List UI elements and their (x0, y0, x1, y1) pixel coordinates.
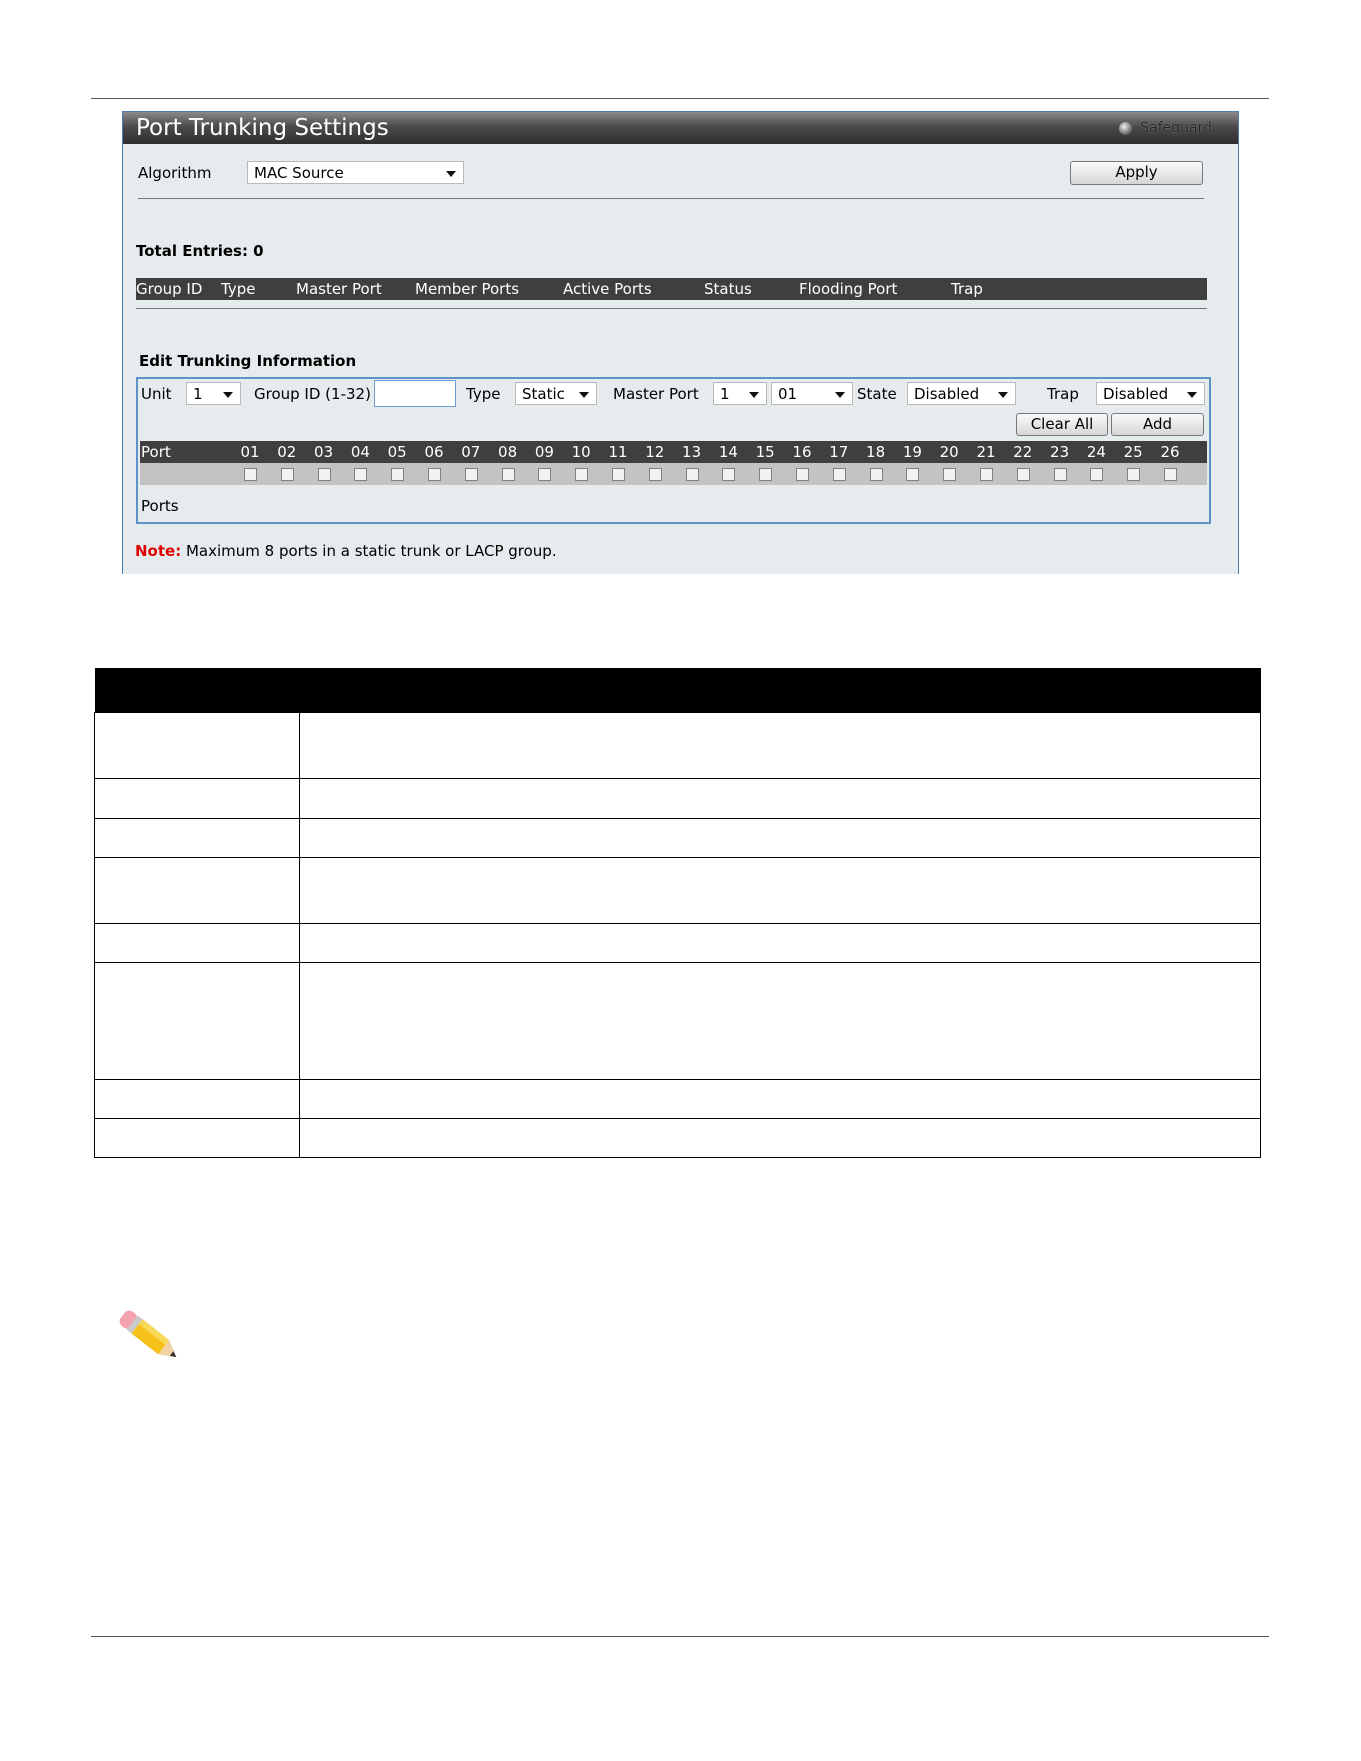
col-master-port: Master Port (296, 280, 382, 298)
table-cell (300, 963, 1261, 1080)
clear-all-button[interactable]: Clear All (1016, 413, 1108, 436)
note-text: Maximum 8 ports in a static trunk or LACP group. (181, 542, 557, 560)
note-prefix: Note: (135, 542, 182, 560)
port-checkbox-05[interactable] (391, 468, 404, 481)
master-port-label: Master Port (613, 385, 699, 403)
master-port-unit-value: 1 (720, 385, 730, 403)
port-number-label: 25 (1123, 443, 1143, 461)
table-cell (300, 1119, 1261, 1158)
panel-title: Port Trunking Settings (136, 115, 389, 141)
top-rule (91, 98, 1269, 99)
trap-select[interactable] (1096, 382, 1205, 405)
port-number-label: 10 (571, 443, 591, 461)
col-trap: Trap (951, 280, 983, 298)
table-cell (95, 1080, 300, 1119)
col-flooding-port: Flooding Port (799, 280, 898, 298)
port-checkbox-19[interactable] (906, 468, 919, 481)
total-entries: Total Entries: 0 (136, 242, 264, 260)
state-select[interactable] (907, 382, 1016, 405)
port-checkbox-13[interactable] (686, 468, 699, 481)
port-number-label: 04 (350, 443, 370, 461)
table-cell (95, 713, 300, 779)
edit-trunking-title: Edit Trunking Information (139, 352, 357, 370)
port-number-label: 01 (240, 443, 260, 461)
port-number-label: 12 (645, 443, 665, 461)
type-select[interactable] (515, 382, 597, 405)
master-port-unit-select[interactable] (713, 382, 767, 405)
table-cell (95, 819, 300, 858)
dropdown-caret-icon (579, 392, 589, 398)
port-number-label: 03 (314, 443, 334, 461)
port-checkbox-03[interactable] (318, 468, 331, 481)
table-cell (300, 819, 1261, 858)
port-checkbox-11[interactable] (612, 468, 625, 481)
ports-label: Ports (141, 497, 179, 515)
bottom-rule (91, 1636, 1269, 1637)
port-number-label: 21 (976, 443, 996, 461)
state-value: Disabled (914, 385, 980, 403)
algorithm-label: Algorithm (138, 164, 212, 182)
algorithm-select[interactable] (247, 161, 464, 184)
pencil-note-icon (108, 1300, 188, 1370)
table-cell (300, 713, 1261, 779)
table-cell (300, 779, 1261, 819)
port-number-label: 16 (792, 443, 812, 461)
col-type: Type (221, 280, 256, 298)
port-checkbox-25[interactable] (1127, 468, 1140, 481)
col-group-id: Group ID (136, 280, 203, 298)
safeguard-label: Safeguard (1140, 120, 1212, 136)
table-header-cell (95, 668, 1261, 713)
trap-label: Trap (1047, 385, 1079, 403)
type-label: Type (466, 385, 501, 403)
dropdown-caret-icon (446, 171, 456, 177)
dropdown-caret-icon (749, 392, 759, 398)
table-row (95, 1119, 1261, 1158)
unit-select[interactable] (186, 382, 241, 405)
algorithm-divider (138, 198, 1204, 199)
port-checkbox-24[interactable] (1090, 468, 1103, 481)
port-number-label: 02 (277, 443, 297, 461)
group-id-input[interactable] (374, 380, 456, 407)
safeguard-indicator-icon (1119, 122, 1132, 135)
table-row (95, 713, 1261, 779)
port-checkbox-22[interactable] (1017, 468, 1030, 481)
col-active-ports: Active Ports (563, 280, 652, 298)
table-header-row (95, 668, 1261, 713)
port-checkbox-15[interactable] (759, 468, 772, 481)
table-cell (300, 924, 1261, 963)
dropdown-caret-icon (835, 392, 845, 398)
port-number-label: 20 (939, 443, 959, 461)
port-number-label: 23 (1050, 443, 1070, 461)
port-number-label: 05 (387, 443, 407, 461)
table-row (95, 779, 1261, 819)
port-number-label: 18 (866, 443, 886, 461)
port-number-row (140, 441, 1207, 463)
parameter-description-table (94, 668, 1261, 1158)
dropdown-caret-icon (1187, 392, 1197, 398)
table-row (95, 858, 1261, 924)
port-number-label: 11 (608, 443, 628, 461)
port-number-label: 09 (534, 443, 554, 461)
table-row (95, 1080, 1261, 1119)
port-checkbox-23[interactable] (1054, 468, 1067, 481)
port-checkbox-06[interactable] (428, 468, 441, 481)
col-status: Status (704, 280, 752, 298)
add-button[interactable]: Add (1111, 413, 1204, 436)
port-checkbox-01[interactable] (244, 468, 257, 481)
table-cell (95, 1119, 300, 1158)
port-checkbox-08[interactable] (502, 468, 515, 481)
port-number-label: 22 (1013, 443, 1033, 461)
safeguard-indicator (1119, 112, 1212, 144)
table-cell (95, 779, 300, 819)
port-checkbox-16[interactable] (796, 468, 809, 481)
table-row (95, 924, 1261, 963)
algorithm-value: MAC Source (254, 164, 344, 182)
dropdown-caret-icon (998, 392, 1008, 398)
type-value: Static (522, 385, 565, 403)
table-cell (95, 858, 300, 924)
port-checkbox-14[interactable] (722, 468, 735, 481)
table-divider (136, 308, 1207, 309)
group-id-label: Group ID (1-32) (254, 385, 371, 403)
port-number-label: 14 (718, 443, 738, 461)
port-checkbox-04[interactable] (354, 468, 367, 481)
port-number-label: 07 (461, 443, 481, 461)
table-row (95, 819, 1261, 858)
trunk-table-header (136, 278, 1207, 300)
master-port-port-select[interactable] (771, 382, 853, 405)
port-number-label: 19 (902, 443, 922, 461)
col-member-ports: Member Ports (415, 280, 520, 298)
port-checkbox-02[interactable] (281, 468, 294, 481)
port-header: Port (141, 443, 171, 461)
table-cell (95, 924, 300, 963)
port-checkbox-17[interactable] (833, 468, 846, 481)
port-number-label: 08 (498, 443, 518, 461)
port-grid (140, 441, 1207, 485)
dropdown-caret-icon (223, 392, 233, 398)
port-checkbox-21[interactable] (980, 468, 993, 481)
trap-value: Disabled (1103, 385, 1169, 403)
unit-value: 1 (193, 385, 203, 403)
port-checkbox-10[interactable] (575, 468, 588, 481)
port-number-label: 15 (755, 443, 775, 461)
port-checkbox-20[interactable] (943, 468, 956, 481)
table-cell (300, 858, 1261, 924)
panel-title-bar (123, 112, 1238, 144)
port-checkbox-18[interactable] (870, 468, 883, 481)
table-cell (300, 1080, 1261, 1119)
master-port-port-value: 01 (778, 385, 798, 403)
port-checkbox-07[interactable] (465, 468, 478, 481)
state-label: State (857, 385, 897, 403)
unit-label: Unit (141, 385, 172, 403)
apply-button[interactable]: Apply (1070, 161, 1203, 185)
port-checkbox-09[interactable] (538, 468, 551, 481)
port-checkbox-26[interactable] (1164, 468, 1177, 481)
port-number-label: 24 (1086, 443, 1106, 461)
table-row (95, 963, 1261, 1080)
port-checkbox-12[interactable] (649, 468, 662, 481)
port-number-label: 06 (424, 443, 444, 461)
port-number-label: 26 (1160, 443, 1180, 461)
port-number-label: 13 (682, 443, 702, 461)
port-checkbox-row (140, 463, 1207, 485)
note (135, 542, 557, 560)
port-number-label: 17 (829, 443, 849, 461)
table-cell (95, 963, 300, 1080)
